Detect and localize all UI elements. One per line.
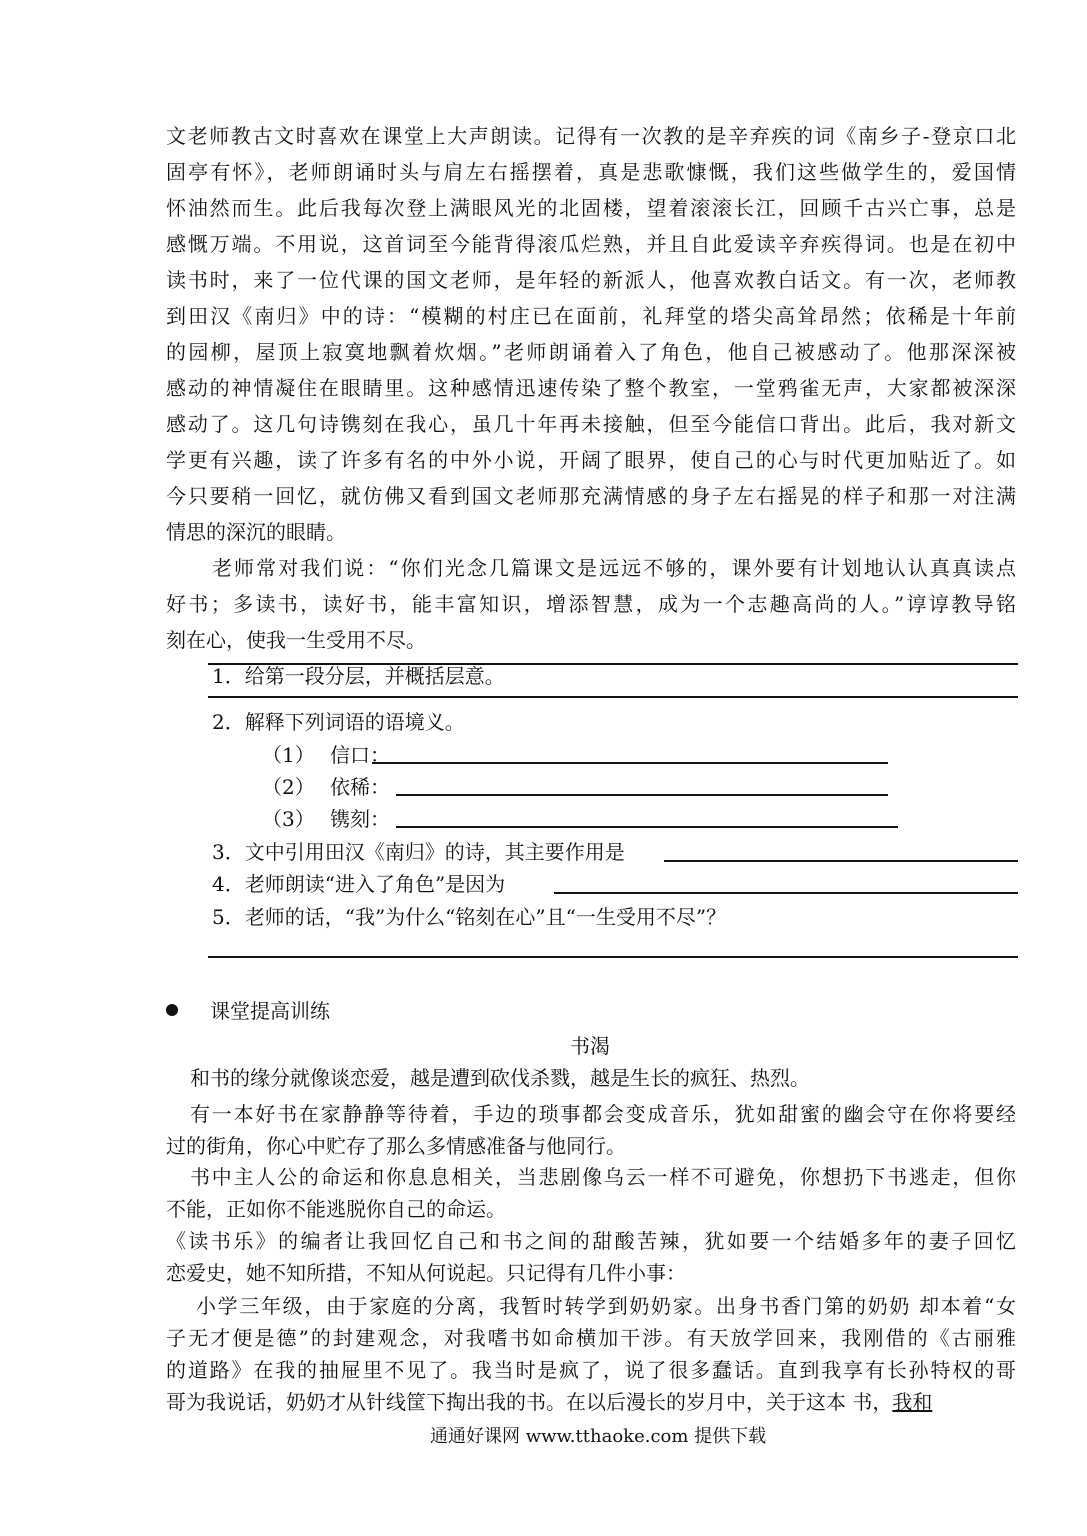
q2-item-word: 镌刻： [330,807,390,831]
passage1-para2-line: 刻在心，使我一生受用不尽。 [166,628,426,652]
q2-item-num: （2） [262,775,315,799]
question-2: 2．解释下列词语的语境义。 [212,710,465,734]
passage1-line: 学更有兴趣，读了许多有名的中外小说，开阔了眼界，使自己的心与时代更加贴近了。如 [166,448,1016,472]
passage2-last-text: 哥为我说话，奶奶才从针线筐下掏出我的书。在以后漫长的岁月中，关于这本 书， [166,1390,893,1414]
passage2-line: 《读书乐》的编者让我回忆自己和书之间的甜酸苦辣，犹如要一个结婚多年的妻子回忆 [166,1229,1016,1253]
passage1-line: 感动的神情凝住在眼睛里。这种感情迅速传染了整个教室，一堂鸦雀无声，大家都被深深 [166,376,1016,400]
q2-item-num: （1） [262,743,315,767]
page-footer: 通通好课网 www.tthaoke.com 提供下载 [430,1426,767,1447]
passage1-line: 文老师教古文时喜欢在课堂上大声朗读。记得有一次教的是辛弃疾的词《南乡子-登京口北 [166,124,1016,148]
passage1-line: 的园柳，屋顶上寂寞地飘着炊烟。”老师朗诵着入了角色，他自己被感动了。他那深深被 [166,340,1016,364]
passage1-line: 固亭有怀》，老师朗诵时头与肩左右摇摆着，真是悲歌慷慨，我们这些做学生的，爱国情 [166,160,1016,184]
passage2-line: 有一本好书在家静静等待着，手边的琐事都会变成音乐，犹如甜蜜的幽会守在你将要经 [190,1102,1016,1126]
section-heading: 课堂提高训练 [210,999,330,1023]
q2-item-num: （3） [262,807,315,831]
passage2-line: 不能，正如你不能逃脱你自己的命运。 [166,1197,506,1221]
passage2-last-line [166,1390,932,1414]
question-1: 1．给第一段分层，并概括层意。 [212,664,505,688]
article-title: 书渴 [570,1034,610,1058]
answer-line-q5[interactable] [208,956,1018,958]
answer-line-q2-2[interactable] [396,794,888,796]
passage2-line: 恋爱史，她不知所措，不知从何说起。只记得有几件小事： [166,1261,686,1285]
passage2-underlined-text: 我和 [892,1390,933,1414]
q2-item-word: 依稀： [330,775,390,799]
passage2-line: 的道路》在我的抽屉里不见了。我当时是疯了，说了很多蠢话。直到我享有长孙特权的哥 [166,1358,1016,1382]
answer-line-q1b[interactable] [208,696,1018,698]
passage1-line: 今只要稍一回忆，就仿佛又看到国文老师那充满情感的身子左右摇晃的样子和那一对注满 [166,484,1016,508]
bullet-icon [166,1004,178,1016]
answer-line-q2-1[interactable] [372,762,888,764]
passage1-line: 感动了。这几句诗镌刻在我心，虽几十年再未接触，但至今能信口背出。此后，我对新文 [166,412,1016,436]
answer-line-q1a[interactable] [208,663,1018,665]
question-5: 5．老师的话，“我”为什么“铭刻在心”且“一生受用不尽”？ [212,905,727,929]
answer-line-q3[interactable] [664,860,1018,862]
question-3: 3．文中引用田汉《南归》的诗，其主要作用是 [212,840,625,864]
passage1-para2-line: 好书；多读书，读好书，能丰富知识，增添智慧，成为一个志趣高尚的人。”谆谆教导铭 [166,592,1016,616]
passage2-line: 子无才便是德”的封建观念，对我嗜书如命横加干涉。有天放学回来，我刚借的《古丽雅 [166,1326,1016,1350]
q2-item-word: 信口： [330,743,390,767]
passage2-line: 过的街角，你心中贮存了那么多情感准备与他同行。 [166,1134,626,1158]
passage1-line: 情思的深沉的眼睛。 [166,520,346,544]
passage1-line: 怀油然而生。此后我每次登上满眼风光的北固楼，望着滚滚长江，回顾千古兴亡事，总是 [166,196,1016,220]
passage2-line: 书中主人公的命运和你息息相关，当悲剧像乌云一样不可避免，你想扔下书逃走，但你 [190,1165,1016,1189]
answer-line-q2-3[interactable] [396,826,898,828]
passage1-line: 感慨万端。不用说，这首词至今能背得滚瓜烂熟，并且自此爱读辛弃疾得词。也是在初中 [166,232,1016,256]
passage1-line: 读书时，来了一位代课的国文老师，是年轻的新派人，他喜欢教白话文。有一次，老师教 [166,268,1016,292]
passage2-line: 小学三年级，由于家庭的分离，我暂时转学到奶奶家。出身书香门第的奶奶 却本着“女 [196,1294,1016,1318]
passage2-line: 和书的缘分就像谈恋爱，越是遭到砍伐杀戮，越是生长的疯狂、热烈。 [190,1066,810,1090]
answer-line-q4[interactable] [554,892,1018,894]
passage1-line: 到田汉《南归》中的诗：“模糊的村庄已在面前，礼拜堂的塔尖高耸昂然；依稀是十年前 [166,304,1016,328]
question-4: 4．老师朗读“进入了角色”是因为 [212,872,506,896]
passage1-para2-line: 老师常对我们说：“你们光念几篇课文是远远不够的，课外要有计划地认认真真读点 [212,556,1016,580]
